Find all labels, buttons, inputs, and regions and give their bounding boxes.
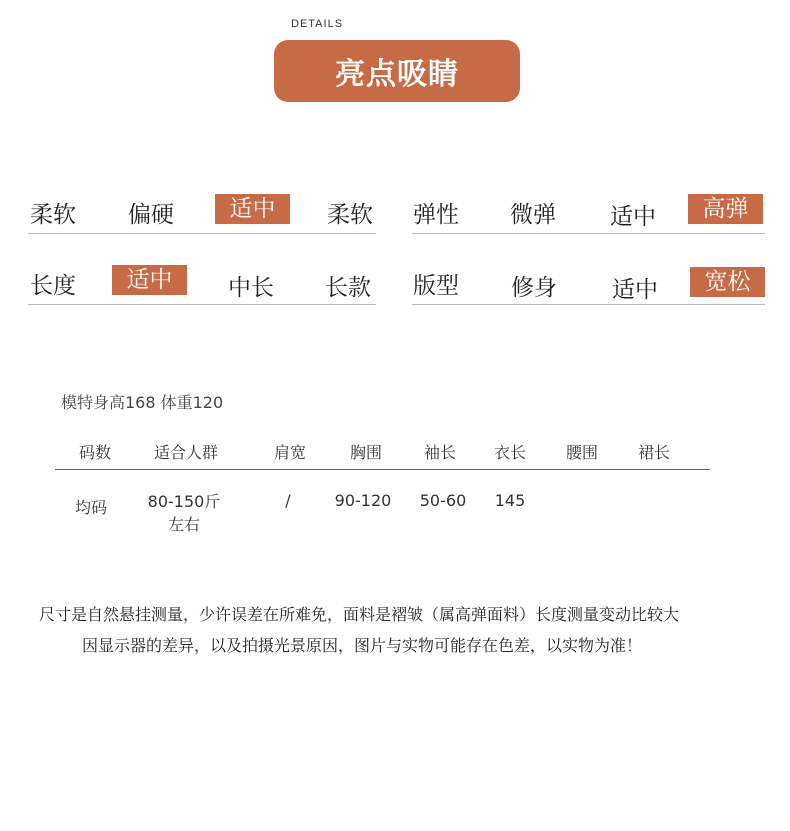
header-waist: 腰围 <box>565 443 598 462</box>
cell-bust: 90-120 <box>334 491 392 510</box>
cell-suitable-line2: 左右 <box>167 515 200 534</box>
softness-divider <box>28 233 376 234</box>
header-skirt: 裙长 <box>637 443 670 462</box>
fit-divider <box>412 304 765 305</box>
elasticity-option-slight: 微弹 <box>510 202 556 228</box>
elasticity-divider <box>412 233 765 234</box>
fit-option-loose-selected: 宽松 <box>690 267 765 297</box>
length-label: 长度 <box>30 273 76 299</box>
cell-size: 均码 <box>74 498 107 517</box>
softness-option-soft: 柔软 <box>327 202 373 228</box>
cell-shoulder: / <box>285 491 291 510</box>
elasticity-option-medium: 适中 <box>610 204 656 230</box>
note-line-2: 因显示器的差异，以及拍摄光景原因，图片与实物可能存在色差，以实物为准！ <box>82 636 643 655</box>
length-divider <box>28 304 376 305</box>
fit-option-medium: 适中 <box>612 277 658 303</box>
softness-option-hard: 偏硬 <box>128 202 174 228</box>
elasticity-label: 弹性 <box>413 202 459 228</box>
cell-suitable-line1: 80-150斤 <box>147 492 221 511</box>
fit-label: 版型 <box>413 273 459 299</box>
model-info: 模特身高168 体重120 <box>61 393 224 412</box>
header-sleeve: 袖长 <box>423 443 456 462</box>
header-shoulder: 肩宽 <box>273 443 306 462</box>
length-option-midlong: 中长 <box>228 275 274 301</box>
page-title: 亮点吸睛 <box>335 57 459 92</box>
cell-sleeve: 50-60 <box>419 491 467 510</box>
length-option-medium-selected: 适中 <box>112 265 187 295</box>
elasticity-option-high-selected: 高弹 <box>688 194 763 224</box>
fit-option-slim: 修身 <box>511 275 557 301</box>
cell-length: 145 <box>494 491 526 510</box>
details-label: DETAILS <box>291 18 344 30</box>
softness-option-medium-selected: 适中 <box>215 194 290 224</box>
header-bust: 胸围 <box>349 443 382 462</box>
length-option-long: 长款 <box>325 275 371 301</box>
table-divider <box>55 469 710 470</box>
header-suitable: 适合人群 <box>153 443 218 462</box>
title-banner <box>274 40 520 102</box>
softness-label: 柔软 <box>30 202 76 228</box>
header-length: 衣长 <box>493 443 526 462</box>
header-size: 码数 <box>78 443 111 462</box>
note-line-1: 尺寸是自然悬挂测量，少许误差在所难免，面料是褶皱（属高弹面料）长度测量变动比较大 <box>39 605 680 624</box>
